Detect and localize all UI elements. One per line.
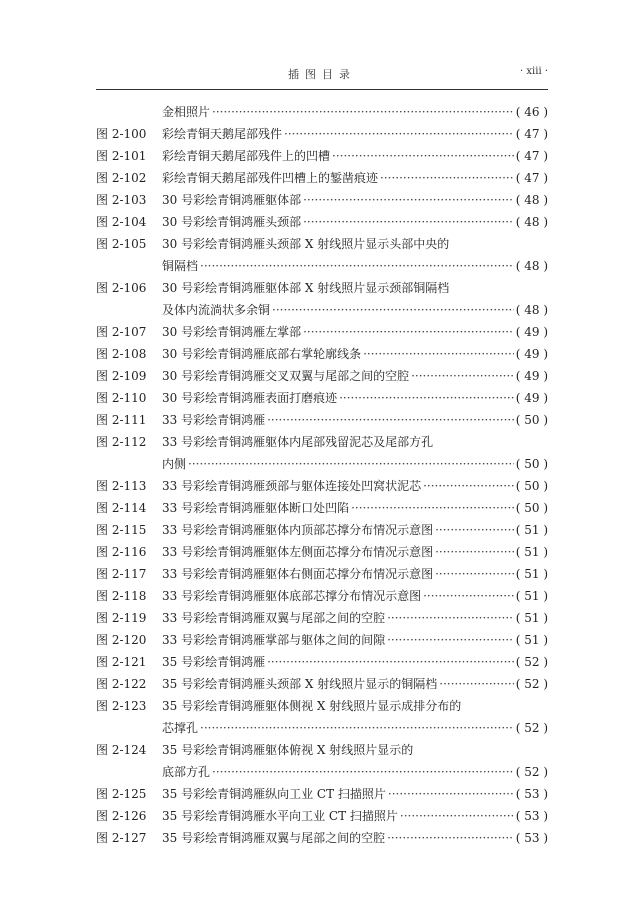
dot-leader <box>423 475 514 497</box>
entry-line <box>162 739 548 761</box>
entry-page-number: ( 50 ) <box>515 457 548 471</box>
entry-body <box>162 783 548 805</box>
figure-caption: 30 号彩绘青铜鸿雁躯体部 X 射线照片显示颈部铜隔档 <box>162 281 450 295</box>
entry-line <box>162 167 548 189</box>
figure-number: 图 2-104 <box>96 215 147 229</box>
entry-body <box>162 497 548 519</box>
entry-page-number: ( 48 ) <box>515 193 548 207</box>
entry-page-number: ( 51 ) <box>515 567 548 581</box>
toc-entry <box>96 145 548 167</box>
toc-entry <box>96 739 548 783</box>
figure-number: 图 2-123 <box>96 699 147 713</box>
dot-leader <box>212 101 514 123</box>
figure-number: 图 2-110 <box>96 391 147 405</box>
figure-number: 图 2-120 <box>96 633 147 647</box>
entry-line <box>162 585 548 607</box>
figure-caption: 金相照片 <box>162 105 211 119</box>
toc-entry <box>96 189 548 211</box>
entry-body <box>162 651 548 673</box>
entry-line <box>162 717 548 739</box>
entry-line <box>162 255 548 277</box>
page-number: · xiii · <box>520 66 548 77</box>
entry-line <box>162 475 548 497</box>
toc-entry <box>96 563 548 585</box>
figure-list <box>96 101 548 849</box>
entry-body <box>162 167 548 189</box>
toc-entry <box>96 497 548 519</box>
figure-number: 图 2-126 <box>96 809 147 823</box>
dot-leader <box>212 761 514 783</box>
dot-leader <box>387 629 514 651</box>
figure-number: 图 2-103 <box>96 193 147 207</box>
entry-line <box>162 145 548 167</box>
figure-caption: 33 号彩绘青铜鸿雁躯体右侧面芯撑分布情况示意图 <box>162 567 434 581</box>
dot-leader <box>380 167 514 189</box>
entry-body <box>162 409 548 431</box>
entry-line <box>162 277 548 299</box>
entry-line <box>162 123 548 145</box>
entry-line <box>162 563 548 585</box>
entry-line <box>162 783 548 805</box>
entry-body <box>162 585 548 607</box>
entry-page-number: ( 49 ) <box>515 347 548 361</box>
figure-number: 图 2-119 <box>96 611 147 625</box>
entry-line <box>162 431 548 453</box>
entry-line <box>162 497 548 519</box>
figure-number: 图 2-102 <box>96 171 147 185</box>
dot-leader <box>439 673 513 695</box>
figure-number: 图 2-124 <box>96 743 147 757</box>
dot-leader <box>200 717 514 739</box>
toc-entry <box>96 409 548 431</box>
entry-body <box>162 607 548 629</box>
figure-caption: 35 号彩绘青铜鸿雁双翼与尾部之间的空腔 <box>162 831 386 845</box>
entry-page-number: ( 50 ) <box>515 413 548 427</box>
entry-body <box>162 629 548 651</box>
figure-number: 图 2-114 <box>96 501 147 515</box>
dot-leader <box>188 453 514 475</box>
figure-caption: 33 号彩绘青铜鸿雁双翼与尾部之间的空腔 <box>162 611 386 625</box>
header-rule <box>96 89 548 90</box>
toc-entry <box>96 277 548 321</box>
figure-caption: 33 号彩绘青铜鸿雁掌部与躯体之间的间隙 <box>162 633 386 647</box>
entry-body <box>162 123 548 145</box>
figure-caption: 35 号彩绘青铜鸿雁头颈部 X 射线照片显示的铜隔档 <box>162 677 438 691</box>
entry-body <box>162 475 548 497</box>
figure-caption: 33 号彩绘青铜鸿雁躯体内顶部芯撑分布情况示意图 <box>162 523 434 537</box>
toc-entry <box>96 783 548 805</box>
dot-leader <box>200 255 514 277</box>
toc-entry <box>96 431 548 475</box>
toc-entry <box>96 607 548 629</box>
entry-body <box>162 431 548 475</box>
toc-entry <box>96 805 548 827</box>
entry-page-number: ( 46 ) <box>515 105 548 119</box>
entry-line <box>162 651 548 673</box>
figure-caption: 33 号彩绘青铜鸿雁躯体内尾部残留泥芯及尾部方孔 <box>162 435 434 449</box>
toc-entry <box>96 387 548 409</box>
dot-leader <box>332 145 514 167</box>
entry-body <box>162 189 548 211</box>
entry-page-number: ( 52 ) <box>515 655 548 669</box>
entry-line <box>162 761 548 783</box>
dot-leader <box>351 497 514 519</box>
figure-number: 图 2-101 <box>96 149 147 163</box>
entry-page-number: ( 53 ) <box>515 809 548 823</box>
dot-leader <box>435 541 514 563</box>
entry-line <box>162 387 548 409</box>
entry-body <box>162 145 548 167</box>
toc-entry <box>96 673 548 695</box>
entry-body <box>162 211 548 233</box>
figure-caption: 33 号彩绘青铜鸿雁躯体左侧面芯撑分布情况示意图 <box>162 545 434 559</box>
entry-body <box>162 101 548 123</box>
toc-entry <box>96 629 548 651</box>
entry-line <box>162 805 548 827</box>
entry-body <box>162 695 548 739</box>
figure-number: 图 2-113 <box>96 479 147 493</box>
figure-number: 图 2-118 <box>96 589 147 603</box>
dot-leader <box>423 585 514 607</box>
toc-entry <box>96 651 548 673</box>
entry-body <box>162 673 548 695</box>
dot-leader <box>400 805 514 827</box>
figure-caption: 30 号彩绘青铜鸿雁头颈部 X 射线照片显示头部中央的 <box>162 237 450 251</box>
entry-body <box>162 233 548 277</box>
entry-line <box>162 519 548 541</box>
dot-leader <box>267 409 514 431</box>
entry-line <box>162 233 548 255</box>
entry-line <box>162 607 548 629</box>
page-header <box>96 66 548 84</box>
figure-number: 图 2-107 <box>96 325 147 339</box>
entry-page-number: ( 51 ) <box>515 611 548 625</box>
entry-line <box>162 629 548 651</box>
figure-number: 图 2-111 <box>96 413 147 427</box>
figure-caption: 33 号彩绘青铜鸿雁躯体底部芯撑分布情况示意图 <box>162 589 422 603</box>
entry-line <box>162 299 548 321</box>
toc-entry <box>96 365 548 387</box>
toc-entry <box>96 475 548 497</box>
running-title: 插图目录 <box>288 68 356 81</box>
entry-page-number: ( 49 ) <box>515 391 548 405</box>
figure-caption: 铜隔档 <box>162 259 199 273</box>
figure-caption: 及体内流淌状多余铜 <box>162 303 271 317</box>
entry-page-number: ( 48 ) <box>515 215 548 229</box>
figure-number: 图 2-115 <box>96 523 147 537</box>
dot-leader <box>339 387 514 409</box>
toc-entry <box>96 585 548 607</box>
figure-caption: 35 号彩绘青铜鸿雁 <box>162 655 266 669</box>
dot-leader <box>363 343 514 365</box>
figure-number: 图 2-122 <box>96 677 147 691</box>
entry-line <box>162 365 548 387</box>
toc-entry <box>96 541 548 563</box>
figure-caption: 芯撑孔 <box>162 721 199 735</box>
figure-number: 图 2-121 <box>96 655 147 669</box>
dot-leader <box>267 651 514 673</box>
entry-page-number: ( 48 ) <box>515 259 548 273</box>
entry-page-number: ( 51 ) <box>515 589 548 603</box>
figure-caption: 35 号彩绘青铜鸿雁躯体俯视 X 射线照片显示的 <box>162 743 414 757</box>
dot-leader <box>387 607 514 629</box>
figure-caption: 30 号彩绘青铜鸿雁表面打磨痕迹 <box>162 391 338 405</box>
entry-page-number: ( 50 ) <box>515 479 548 493</box>
figure-caption: 30 号彩绘青铜鸿雁躯体部 <box>162 193 302 207</box>
entry-line <box>162 189 548 211</box>
entry-page-number: ( 48 ) <box>515 303 548 317</box>
figure-caption: 底部方孔 <box>162 765 211 779</box>
dot-leader <box>272 299 514 321</box>
figure-number: 图 2-106 <box>96 281 147 295</box>
entry-line <box>162 695 548 717</box>
figure-caption: 35 号彩绘青铜鸿雁水平向工业 CT 扫描照片 <box>162 809 398 823</box>
toc-entry <box>96 123 548 145</box>
entry-page-number: ( 53 ) <box>515 831 548 845</box>
entry-body <box>162 343 548 365</box>
figure-caption: 30 号彩绘青铜鸿雁左掌部 <box>162 325 302 339</box>
figure-number: 图 2-125 <box>96 787 147 801</box>
figure-number: 图 2-127 <box>96 831 147 845</box>
figure-number: 图 2-109 <box>96 369 147 383</box>
toc-entry <box>96 695 548 739</box>
dot-leader <box>411 365 514 387</box>
dot-leader <box>387 827 514 849</box>
entry-page-number: ( 52 ) <box>515 721 548 735</box>
toc-entry <box>96 233 548 277</box>
entry-body <box>162 277 548 321</box>
entry-page-number: ( 49 ) <box>515 369 548 383</box>
entry-body <box>162 541 548 563</box>
figure-caption: 30 号彩绘青铜鸿雁头颈部 <box>162 215 302 229</box>
figure-caption: 33 号彩绘青铜鸿雁颈部与躯体连接处凹窝状泥芯 <box>162 479 422 493</box>
entry-line <box>162 827 548 849</box>
entry-body <box>162 563 548 585</box>
entry-body <box>162 387 548 409</box>
entry-body <box>162 321 548 343</box>
entry-page-number: ( 51 ) <box>515 545 548 559</box>
toc-entry <box>96 519 548 541</box>
entry-line <box>162 211 548 233</box>
entry-page-number: ( 51 ) <box>515 633 548 647</box>
entry-line <box>162 101 548 123</box>
toc-entry <box>96 827 548 849</box>
figure-number: 图 2-105 <box>96 237 147 251</box>
entry-line <box>162 541 548 563</box>
entry-page-number: ( 53 ) <box>515 787 548 801</box>
figure-caption: 33 号彩绘青铜鸿雁 <box>162 413 266 427</box>
figure-caption: 彩绘青铜天鹅尾部残件 <box>162 127 283 141</box>
entry-line <box>162 453 548 475</box>
toc-entry <box>96 211 548 233</box>
entry-page-number: ( 47 ) <box>515 127 548 141</box>
toc-entry <box>96 101 548 123</box>
entry-body <box>162 805 548 827</box>
dot-leader <box>435 519 514 541</box>
entry-page-number: ( 47 ) <box>515 171 548 185</box>
entry-body <box>162 827 548 849</box>
figure-number: 图 2-108 <box>96 347 147 361</box>
entry-body <box>162 519 548 541</box>
entry-page-number: ( 49 ) <box>515 325 548 339</box>
figure-caption: 内侧 <box>162 457 187 471</box>
entry-body <box>162 739 548 783</box>
figure-caption: 33 号彩绘青铜鸿雁躯体断口处凹陷 <box>162 501 350 515</box>
entry-line <box>162 343 548 365</box>
dot-leader <box>284 123 514 145</box>
entry-line <box>162 673 548 695</box>
entry-line <box>162 321 548 343</box>
dot-leader <box>303 189 514 211</box>
dot-leader <box>435 563 514 585</box>
figure-caption: 30 号彩绘青铜鸿雁交叉双翼与尾部之间的空腔 <box>162 369 410 383</box>
figure-caption: 35 号彩绘青铜鸿雁纵向工业 CT 扫描照片 <box>162 787 386 801</box>
toc-entry <box>96 167 548 189</box>
dot-leader <box>303 321 514 343</box>
dot-leader <box>303 211 514 233</box>
figure-number: 图 2-100 <box>96 127 147 141</box>
figure-caption: 彩绘青铜天鹅尾部残件上的凹槽 <box>162 149 331 163</box>
entry-page-number: ( 51 ) <box>515 523 548 537</box>
toc-entry <box>96 321 548 343</box>
entry-page-number: ( 52 ) <box>515 677 548 691</box>
figure-number: 图 2-117 <box>96 567 147 581</box>
entry-line <box>162 409 548 431</box>
entry-page-number: ( 52 ) <box>515 765 548 779</box>
figure-caption: 彩绘青铜天鹅尾部残件凹槽上的錾凿痕迹 <box>162 171 379 185</box>
entry-body <box>162 365 548 387</box>
dot-leader <box>388 783 514 805</box>
figure-number: 图 2-112 <box>96 435 147 449</box>
figure-number: 图 2-116 <box>96 545 147 559</box>
entry-page-number: ( 50 ) <box>515 501 548 515</box>
toc-entry <box>96 343 548 365</box>
entry-page-number: ( 47 ) <box>515 149 548 163</box>
figure-caption: 30 号彩绘青铜鸿雁底部右掌轮廓线条 <box>162 347 362 361</box>
figure-caption: 35 号彩绘青铜鸿雁躯体侧视 X 射线照片显示成排分布的 <box>162 699 462 713</box>
